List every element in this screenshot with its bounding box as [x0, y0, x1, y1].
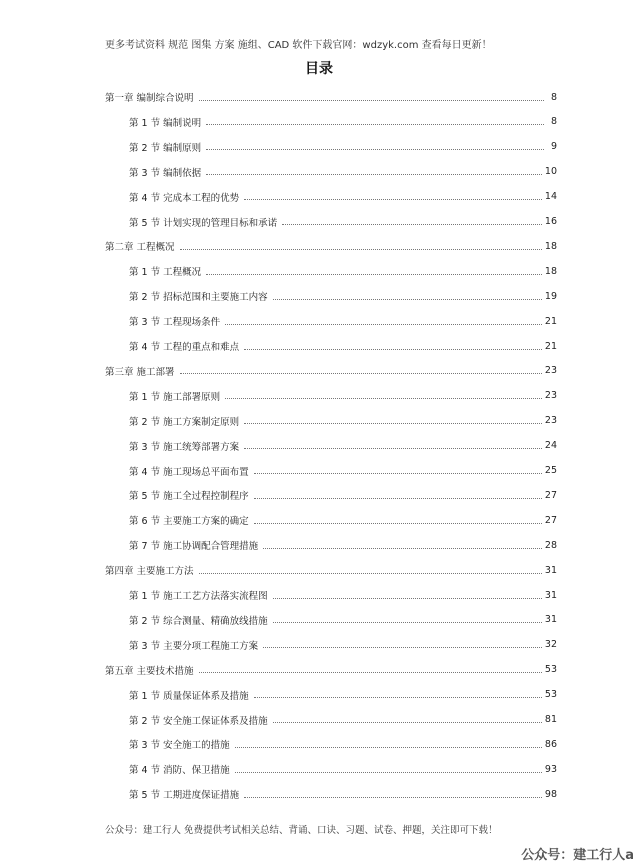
toc-dot-leader	[273, 722, 542, 723]
toc-entry-page-number: 10	[544, 166, 557, 178]
toc-section-entry[interactable]	[129, 686, 557, 704]
toc-entry-label: 第 2 节 安全施工保证体系及措施	[129, 715, 268, 727]
toc-chapter-entry[interactable]	[105, 237, 557, 255]
toc-entry-label: 第 4 节 施工现场总平面布置	[129, 466, 249, 478]
toc-entry-label: 第 6 节 主要施工方案的确定	[129, 516, 249, 528]
toc-entry-page-number: 27	[544, 489, 557, 501]
footer-note: 公众号：建工行人 免费提供考试相关总结、背诵、口诀、习题、试卷、押题，关注即可下载！	[105, 825, 498, 836]
toc-section-entry[interactable]	[129, 312, 557, 330]
toc-dot-leader	[235, 772, 542, 773]
toc-entry-label: 第 1 节 编制说明	[129, 117, 202, 129]
toc-entry-page-number: 86	[544, 738, 557, 750]
toc-chapter-entry[interactable]	[105, 88, 557, 106]
toc-entry-label: 第 3 节 编制依据	[129, 167, 202, 179]
toc-entry-label: 第 4 节 消防、保卫措施	[129, 765, 230, 777]
header-note: 更多考试资料 规范 图集 方案 施组、CAD 软件下载官网：wdzyk.com 查看每日更新！	[105, 40, 492, 51]
toc-section-entry[interactable]	[129, 636, 557, 654]
toc-entry-page-number: 23	[544, 390, 557, 402]
toc-section-entry[interactable]	[129, 163, 557, 181]
toc-section-entry[interactable]	[129, 586, 557, 604]
toc-section-entry[interactable]	[129, 486, 557, 504]
toc-entry-page-number: 25	[544, 465, 557, 476]
toc-dot-leader	[273, 622, 542, 623]
toc-section-entry[interactable]	[129, 511, 557, 529]
toc-dot-leader	[244, 448, 542, 449]
toc-dot-leader	[282, 224, 542, 225]
toc-section-entry[interactable]	[129, 213, 557, 231]
toc-dot-leader	[225, 324, 542, 325]
toc-dot-leader	[199, 672, 542, 673]
toc-dot-leader	[254, 498, 542, 499]
page-title: 目录	[305, 61, 333, 77]
toc-section-entry[interactable]	[129, 287, 557, 305]
toc-dot-leader	[206, 124, 544, 125]
toc-section-entry[interactable]	[129, 611, 557, 629]
toc-entry-label: 第 5 节 工期进度保证措施	[129, 790, 240, 802]
toc-entry-label: 第 5 节 施工全过程控制程序	[129, 491, 249, 503]
toc-dot-leader	[263, 647, 542, 648]
toc-dot-leader	[263, 548, 542, 549]
toc-entry-page-number: 8	[550, 116, 557, 128]
toc-entry-page-number: 23	[544, 365, 557, 377]
toc-chapter-entry[interactable]	[105, 661, 557, 679]
toc-section-entry[interactable]	[129, 138, 557, 156]
toc-entry-label: 第 1 节 质量保证体系及措施	[129, 690, 249, 702]
toc-entry-page-number: 9	[550, 141, 557, 153]
toc-entry-label: 第 5 节 计划实现的管理目标和承诺	[129, 217, 278, 229]
toc-entry-page-number: 31	[544, 614, 557, 626]
toc-entry-label: 第 3 节 安全施工的措施	[129, 740, 230, 752]
toc-section-entry[interactable]	[129, 462, 557, 480]
toc-entry-page-number: 14	[544, 191, 557, 203]
toc-entry-page-number: 16	[544, 216, 557, 227]
toc-dot-leader	[180, 373, 542, 374]
toc-section-entry[interactable]	[129, 785, 557, 803]
toc-section-entry[interactable]	[129, 437, 557, 455]
toc-dot-leader	[199, 100, 544, 101]
toc-entry-page-number: 98	[544, 788, 557, 800]
toc-chapter-entry[interactable]	[105, 561, 557, 579]
toc-entry-page-number: 18	[544, 265, 557, 277]
toc-section-entry[interactable]	[129, 262, 557, 280]
toc-dot-leader	[225, 398, 542, 399]
toc-entry-label: 第 1 节 施工工艺方法落实流程图	[129, 591, 268, 602]
toc-entry-label: 第五章 主要技术措施	[105, 665, 194, 677]
toc-entry-label: 第 3 节 主要分项工程施工方案	[129, 640, 259, 652]
toc-dot-leader	[206, 174, 542, 175]
toc-entry-page-number: 8	[550, 91, 557, 103]
toc-dot-leader	[244, 199, 542, 200]
toc-entry-label: 第 4 节 完成本工程的优势	[129, 192, 240, 204]
toc-section-entry[interactable]	[129, 113, 557, 131]
toc-section-entry[interactable]	[129, 760, 557, 778]
toc-entry-page-number: 24	[544, 440, 557, 452]
toc-chapter-entry[interactable]	[105, 362, 557, 380]
toc-entry-label: 第一章 编制综合说明	[105, 93, 194, 104]
toc-entry-label: 第 2 节 施工方案制定原则	[129, 416, 240, 428]
toc-entry-label: 第 3 节 施工统筹部署方案	[129, 441, 240, 453]
toc-section-entry[interactable]	[129, 735, 557, 753]
toc-entry-page-number: 18	[544, 240, 557, 252]
toc-entry-label: 第 2 节 招标范围和主要施工内容	[129, 292, 268, 304]
toc-dot-leader	[206, 274, 542, 275]
toc-dot-leader	[244, 423, 542, 424]
toc-entry-label: 第 1 节 工程概况	[129, 267, 202, 279]
toc-dot-leader	[244, 797, 542, 798]
toc-section-entry[interactable]	[129, 337, 557, 355]
toc-entry-label: 第四章 主要施工方法	[105, 566, 194, 578]
toc-dot-leader	[254, 473, 542, 474]
toc-entry-label: 第 2 节 编制原则	[129, 142, 202, 154]
toc-dot-leader	[273, 299, 542, 300]
toc-entry-page-number: 28	[544, 539, 557, 551]
toc-section-entry[interactable]	[129, 412, 557, 430]
toc-entry-label: 第二章 工程概况	[105, 242, 175, 254]
toc-entry-page-number: 21	[544, 340, 557, 352]
toc-entry-label: 第 4 节 工程的重点和难点	[129, 342, 240, 353]
watermark: 公众号：建工行人a	[521, 848, 634, 863]
toc-entry-page-number: 31	[544, 564, 557, 576]
toc-entry-page-number: 93	[544, 763, 557, 775]
toc-dot-leader	[206, 149, 544, 150]
toc-entry-page-number: 27	[544, 514, 557, 526]
toc-entry-page-number: 32	[544, 639, 557, 651]
toc-section-entry[interactable]	[129, 188, 557, 206]
toc-entry-page-number: 21	[544, 315, 557, 327]
toc-section-entry[interactable]	[129, 536, 557, 554]
toc-dot-leader	[180, 249, 542, 250]
toc-dot-leader	[235, 747, 542, 748]
toc-entry-page-number: 53	[544, 664, 557, 676]
toc-dot-leader	[254, 697, 542, 698]
toc-dot-leader	[199, 573, 542, 574]
toc-entry-page-number: 19	[544, 290, 557, 302]
toc-entry-page-number: 81	[544, 714, 557, 725]
toc-entry-label: 第 3 节 工程现场条件	[129, 317, 221, 329]
toc-dot-leader	[273, 598, 542, 599]
toc-section-entry[interactable]	[129, 387, 557, 405]
toc-entry-label: 第 2 节 综合测量、精确放线措施	[129, 615, 268, 627]
toc-entry-label: 第 7 节 施工协调配合管理措施	[129, 541, 259, 553]
toc-dot-leader	[254, 523, 542, 524]
toc-dot-leader	[244, 349, 542, 350]
toc-entry-page-number: 23	[544, 415, 557, 427]
toc-entry-page-number: 31	[544, 589, 557, 601]
toc-entry-label: 第三章 施工部署	[105, 366, 175, 378]
toc-entry-page-number: 53	[544, 689, 557, 701]
toc-entry-label: 第 1 节 施工部署原则	[129, 391, 221, 403]
toc-section-entry[interactable]	[129, 711, 557, 729]
